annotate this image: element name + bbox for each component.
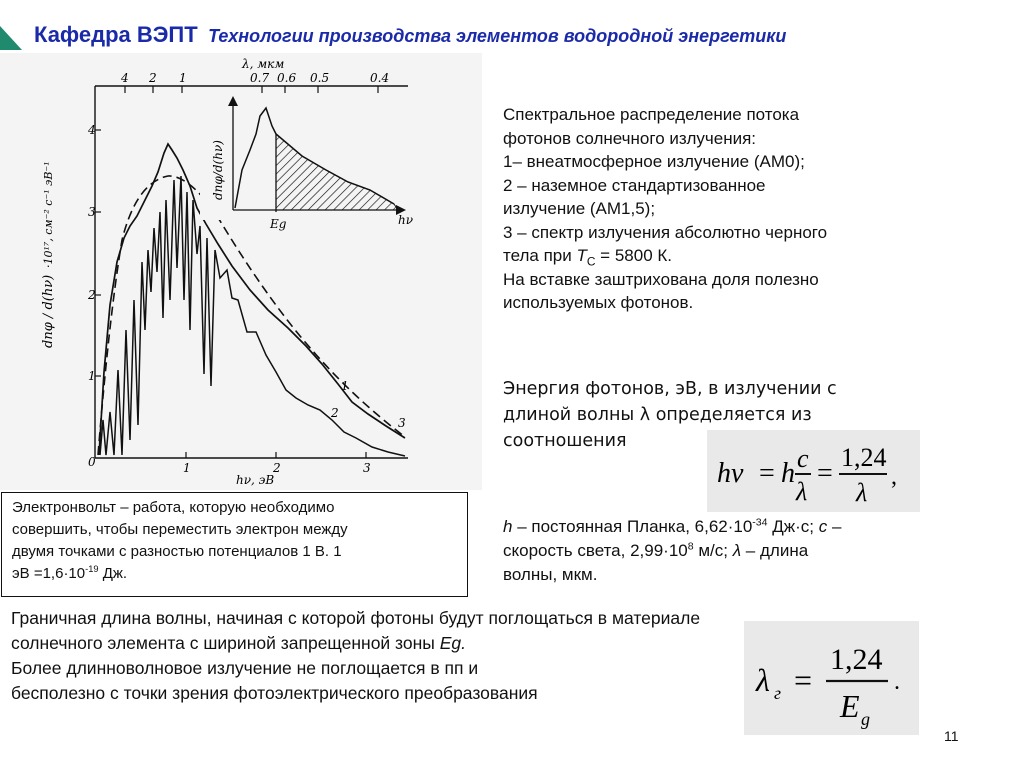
svg-text:1,24: 1,24: [830, 643, 883, 676]
y-tick: 4: [88, 123, 96, 137]
svg-text:λ: λ: [756, 662, 770, 698]
x-tick: 2: [273, 461, 281, 475]
inset-graph: [200, 96, 413, 231]
energy-line: длиной волны λ определяется из: [503, 405, 812, 425]
desc-line: излучение (АМ1,5);: [503, 199, 656, 218]
energy-line: соотношения: [503, 431, 627, 451]
svg-text:λ: λ: [856, 478, 868, 507]
svg-text:=: =: [759, 458, 775, 489]
top-tick: 4: [121, 71, 129, 85]
inset-eg-label: Eg: [270, 217, 287, 231]
y-tick: 3: [88, 205, 96, 219]
desc-line: 3 – спектр излучения абсолютно черного: [503, 222, 828, 242]
top-tick: 2: [149, 71, 157, 85]
formula-lhs: hν: [717, 458, 744, 489]
bottom-line: Граничная длина волны, начиная с которой фотоны будут поглощаться в материале: [11, 608, 701, 628]
y-axis-units: ·10¹⁷, см⁻² с⁻¹ эВ⁻¹: [42, 161, 55, 268]
bottom-line: солнечного элемента с шириной запрещенной зоны Eg.: [11, 633, 467, 653]
svg-text:г: г: [774, 683, 782, 703]
consts-line: h – постоянная Планка, $6,62\cdot 10^{-34}$ Дж·с; с –: [503, 516, 842, 536]
top-tick: 1: [179, 71, 187, 85]
spectrum-description: [503, 103, 1003, 315]
svg-text:.: .: [894, 669, 900, 695]
x-axis-label: hν, эВ: [236, 473, 275, 487]
top-tick: 0.7: [250, 71, 270, 85]
desc-line: фотонов солнечного излучения:: [503, 128, 757, 148]
constants-explanation: [503, 515, 973, 587]
x-tick: 3: [363, 461, 371, 475]
svg-text:c: c: [797, 444, 809, 473]
svg-text:g: g: [861, 709, 870, 729]
spectrum-graph: [0, 53, 482, 490]
consts-line: скорость света, $2,99\cdot 10^8$ м/с; λ – длина: [503, 540, 809, 560]
top-tick: 0.6: [277, 71, 297, 85]
page-number: 11: [944, 728, 959, 744]
consts-line: волны, мкм.: [503, 565, 598, 584]
x-tick: 1: [183, 461, 191, 475]
electronvolt-definition: [1, 492, 468, 597]
desc-line: используемых фотонов.: [503, 293, 694, 312]
curve-label: 3: [398, 416, 406, 430]
inset-x-label: hν: [398, 213, 414, 227]
top-axis-label: λ, мкм: [242, 57, 285, 71]
note-line: Электронвольт – работа, которую необходимо: [12, 499, 335, 516]
svg-text:λ: λ: [796, 477, 808, 506]
department-title: Кафедра ВЭПТ: [34, 22, 198, 47]
desc-line: 2 – наземное стандартизованное: [503, 175, 766, 195]
svg-text:=: =: [794, 662, 813, 698]
svg-text:=: =: [817, 458, 833, 489]
y-tick: 2: [88, 288, 96, 302]
desc-line: Спектральное распределение потока: [503, 105, 800, 124]
note-line: эВ $=1,6\cdot 10^{-19}$ Дж.: [12, 564, 128, 582]
curve-label: 1: [341, 379, 349, 393]
note-line: совершить, чтобы переместить электрон между: [12, 521, 348, 538]
top-tick: 0.5: [310, 71, 330, 85]
desc-line: На вставке заштрихована доля полезно: [503, 269, 819, 289]
y-tick: 0: [88, 455, 96, 469]
top-tick: 0.4: [370, 71, 390, 85]
y-tick: 1: [88, 369, 96, 383]
curve-label: 2: [331, 406, 339, 420]
cutoff-wavelength-formula: [744, 621, 919, 735]
bottom-line: Более длинноволновое излучение не поглощается в пп и: [11, 658, 479, 678]
inset-y-label: dnφ/d(hν): [211, 140, 225, 200]
slide-header: [34, 22, 786, 48]
note-line: двумя точками с разностью потенциалов 1 В. 1: [12, 543, 342, 560]
svg-text:E: E: [840, 688, 860, 724]
energy-line: Энергия фотонов, эВ, в излучении с: [503, 379, 837, 399]
svg-text:1,24: 1,24: [841, 443, 887, 472]
y-axis-label: dnφ / d(hν): [41, 274, 56, 348]
photon-energy-formula: [707, 430, 920, 512]
slide-topic: Технологии производства элементов водородной энергетики: [208, 26, 787, 46]
bottom-line: бесполезно с точки зрения фотоэлектрического преобразования: [11, 683, 538, 703]
desc-line-temperature: тела при $T_C = 5800$ К.: [503, 246, 672, 269]
corner-triangle-decoration: [0, 22, 22, 52]
desc-line: 1– внеатмосферное излучение (АМ0);: [503, 152, 805, 171]
svg-text:,: ,: [891, 464, 897, 490]
svg-text:h: h: [781, 458, 795, 489]
